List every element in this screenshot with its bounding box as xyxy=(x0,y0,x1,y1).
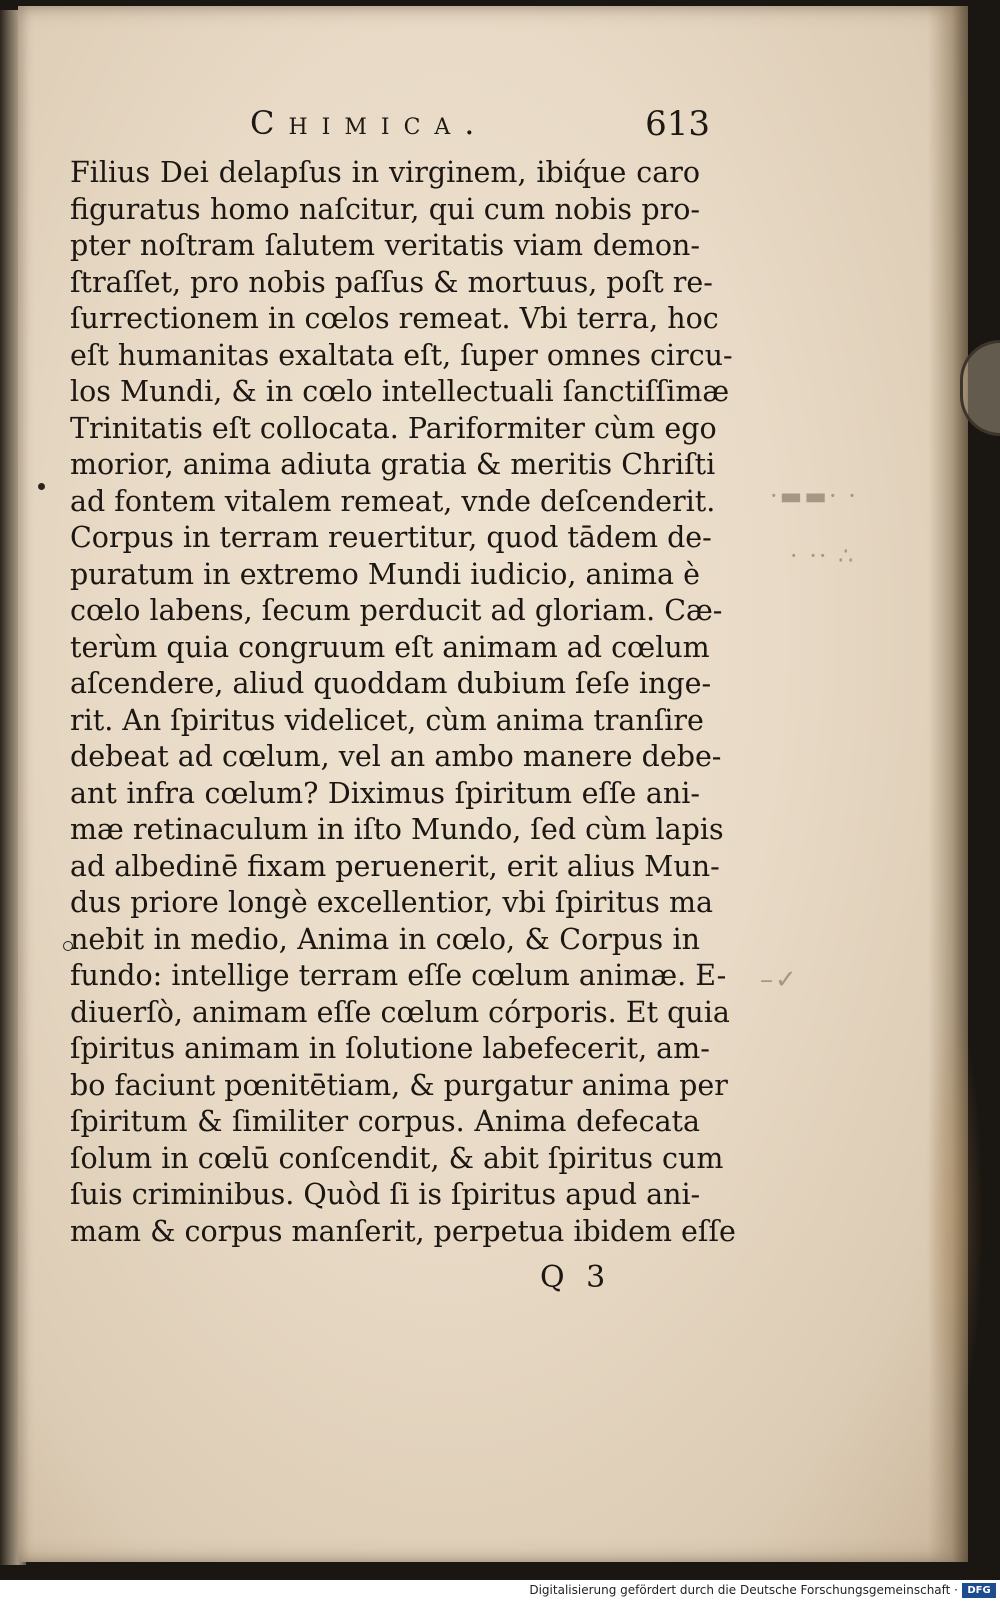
text-line: ſuis criminibus. Quòd ſi is ſpiritus apud ani- xyxy=(70,1178,701,1211)
text-line: pter noſtram ſalutem veritatis viam demon- xyxy=(70,229,700,262)
footer-bar xyxy=(0,1580,1000,1602)
bleed-through-mark-icon: ·▬▬· · xyxy=(770,482,858,510)
text-line: nebit in medio, Anima in cœlo, & Corpus in xyxy=(70,922,700,956)
text-line: diuerſò, animam eſſe cœlum córporis. Et quia xyxy=(70,995,730,1029)
bleed-through-mark-icon: · ·· ∴ xyxy=(790,542,856,570)
text-line: los Mundi, & in cœlo intellectuali ſanctiſſimæ xyxy=(70,375,730,408)
text-line: dus priore longè excellentior, vbi ſpiritus ma xyxy=(70,886,714,919)
running-title: Chimica. xyxy=(250,104,489,142)
page-number: 613 xyxy=(645,104,710,144)
body-text xyxy=(70,155,736,1250)
dfg-logo-icon: DFG xyxy=(962,1583,996,1598)
text-line: debeat ad cœlum, vel an ambo manere debe- xyxy=(70,740,722,773)
paper-stain xyxy=(923,1006,983,1426)
text-line: cœlo labens, ſecum perducit ad gloriam. Cæ- xyxy=(70,594,723,627)
text-line: figuratus homo naſcitur, qui cum nobis pro- xyxy=(70,192,700,226)
text-line: Corpus in terram reuertitur, quod tādem de- xyxy=(70,521,712,554)
text-line: aſcendere, aliud quoddam dubium ſeſe inge- xyxy=(70,667,712,700)
running-head xyxy=(250,104,710,148)
text-line: morior, anima adiuta gratia & meritis Chriſti xyxy=(70,448,716,481)
text-line: bo faciunt pœnitētiam, & purgatur anima per xyxy=(70,1068,728,1102)
footer-credit: Digitalisierung gefördert durch die Deutsche Forschungsgemeinschaft · xyxy=(529,1583,958,1597)
text-line: ſtraſſet, pro nobis paſſus & mortuus, poſt re- xyxy=(70,265,713,299)
text-line: mam & corpus manſerit, perpetua ibidem eſſe xyxy=(70,1214,736,1248)
bleed-through-mark-icon: –✓ xyxy=(760,965,799,995)
text-line: ſpiritus animam in ſolutione labefecerit, am- xyxy=(70,1032,710,1065)
text-line: ad albedinē fixam peruenerit, erit alius Mun- xyxy=(70,849,720,883)
text-line: ad fontem vitalem remeat, vnde deſcenderit. xyxy=(70,484,716,518)
text-line: mæ retinaculum in iſto Mundo, ſed cùm lapis xyxy=(70,813,724,846)
text-line: rit. An ſpiritus videlicet, cùm anima tranſire xyxy=(70,703,704,737)
text-line: fundo: intellige terram eſſe cœlum animæ. E- xyxy=(70,959,727,992)
text-line: terùm quia congruum eſt animam ad cœlum xyxy=(70,630,710,664)
signature-mark: Q 3 xyxy=(540,1260,612,1295)
text-line: puratum in extremo Mundi iudicio, anima è xyxy=(70,557,700,591)
text-line: ſolum in cœlū conſcendit, & abit ſpiritus cum xyxy=(70,1141,724,1175)
text-line: eſt humanitas exaltata eſt, ſuper omnes circu- xyxy=(70,338,733,372)
text-line: Trinitatis eſt collocata. Pariformiter cùm ego xyxy=(70,411,717,445)
text-line: ant infra cœlum? Diximus ſpiritum eſſe ani- xyxy=(70,776,700,810)
text-line: ſurrectionem in cœlos remeat. Vbi terra, hoc xyxy=(70,302,719,335)
text-line: Filius Dei delapſus in virginem, ibiq́ue caro xyxy=(70,156,700,189)
margin-bullet-icon xyxy=(38,483,45,490)
text-line: ſpiritum & ſimiliter corpus. Anima defecata xyxy=(70,1105,700,1138)
